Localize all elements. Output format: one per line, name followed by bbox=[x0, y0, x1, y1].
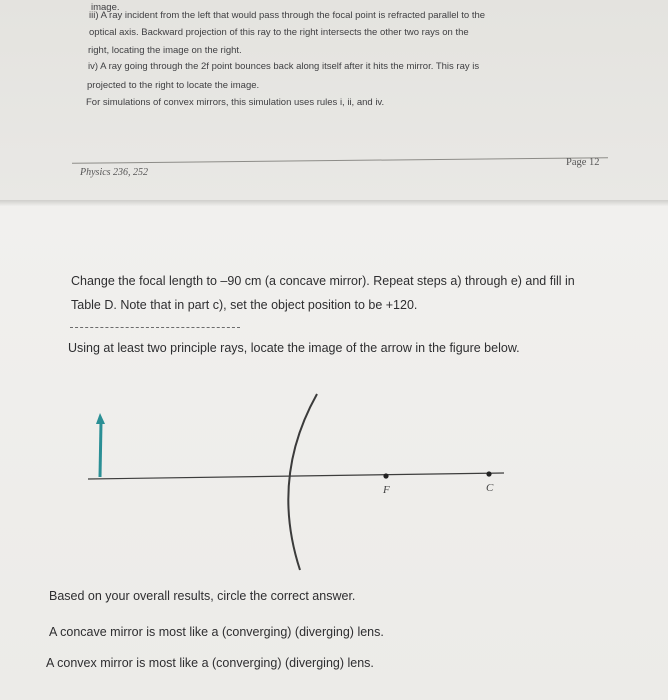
focal-point-label: F bbox=[383, 484, 390, 496]
text-line-image: image. bbox=[91, 2, 120, 13]
dashed-divider bbox=[70, 327, 240, 328]
convex-question: A convex mirror is most like a (converging) (diverging) lens. bbox=[46, 656, 374, 670]
rule-iv-line: iv) A ray going through the 2f point bounces back along itself after it hits the mirror. This ray is bbox=[88, 61, 480, 72]
rule-iii-line2: optical axis. Backward projection of this ray to the right intersects the other two rays on the bbox=[89, 27, 469, 38]
rule-iii-line: iii) A ray incident from the left that would pass through the focal point is refracted parallel to the bbox=[89, 10, 486, 21]
rule-iii-line3: right, locating the image on the right. bbox=[88, 45, 242, 56]
object-arrow-head bbox=[96, 413, 105, 424]
course-label: Physics 236, 252 bbox=[80, 167, 149, 178]
instructions-line2: Table D. Note that in part c), set the object position to be +120. bbox=[71, 298, 418, 312]
question-intro: Based on your overall results, circle the correct answer. bbox=[49, 589, 356, 603]
concave-question: A concave mirror is most like a (converging) (diverging) lens. bbox=[49, 625, 384, 639]
center-point-dot bbox=[486, 471, 491, 476]
optical-axis bbox=[88, 473, 504, 479]
mirror-ray-diagram bbox=[0, 380, 668, 580]
rule-iv-line2: projected to the right to locate the image. bbox=[87, 80, 260, 91]
ray-diagram-prompt: Using at least two principle rays, locate the image of the arrow in the figure below. bbox=[68, 341, 520, 355]
instructions-line1: Change the focal length to –90 cm (a concave mirror). Repeat steps a) through e) and fill in bbox=[71, 274, 575, 288]
convex-rule-note: For simulations of convex mirrors, this simulation uses rules i, ii, and iv. bbox=[86, 97, 385, 108]
object-arrow-shaft bbox=[100, 422, 101, 477]
center-point-label: C bbox=[486, 482, 494, 494]
concave-mirror bbox=[288, 394, 317, 570]
focal-point-dot bbox=[383, 473, 388, 478]
page-number: Page 12 bbox=[566, 157, 600, 168]
